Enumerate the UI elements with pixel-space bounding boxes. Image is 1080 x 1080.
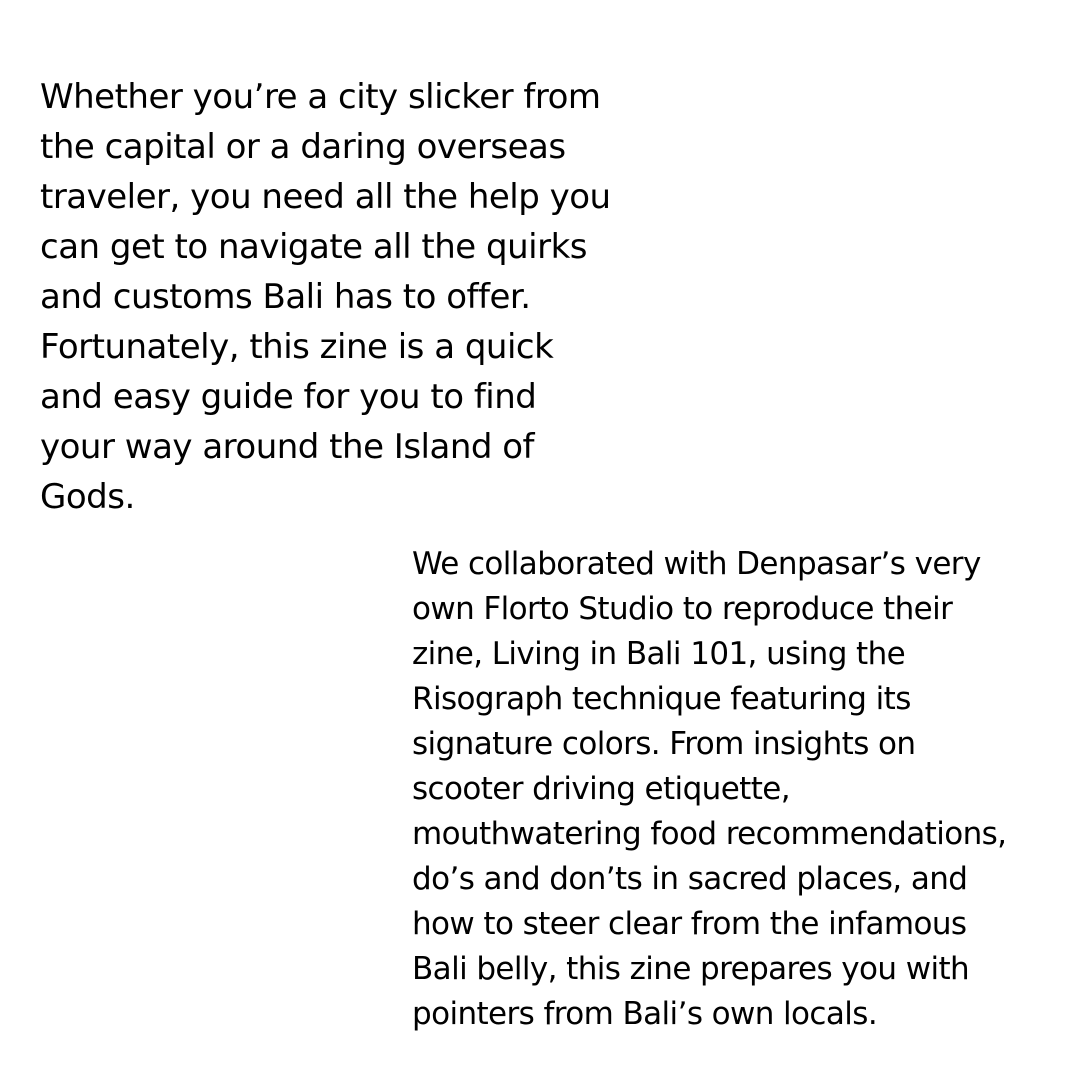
collab-line: pointers from Bali’s own locals. (412, 996, 878, 1032)
collab-line: do’s and don’ts in sacred places, and (412, 861, 968, 897)
collab-line: zine, Living in Bali 101, using the (412, 636, 906, 672)
collab-line: how to steer clear from the infamous (412, 906, 967, 942)
collaboration-paragraph (412, 542, 1006, 1037)
collab-line: scooter driving etiquette, (412, 771, 791, 807)
intro-line: Gods. (40, 477, 135, 517)
collab-line: Bali belly, this zine prepares you with (412, 951, 970, 987)
intro-paragraph (40, 72, 611, 522)
collab-line: signature colors. From insights on (412, 726, 916, 762)
intro-line: and easy guide for you to find (40, 377, 537, 417)
intro-line: your way around the Island of (40, 427, 535, 467)
collab-line: own Florto Studio to reproduce their (412, 591, 953, 627)
intro-line: the capital or a daring overseas (40, 127, 566, 167)
collab-line: mouthwatering food recommendations, (412, 816, 1007, 852)
intro-line: traveler, you need all the help you (40, 177, 611, 217)
collab-line: Risograph technique featuring its (412, 681, 911, 717)
intro-line: can get to navigate all the quirks (40, 227, 587, 267)
intro-line: and customs Bali has to offer. (40, 277, 531, 317)
collab-line: We collaborated with Denpasar’s very (412, 546, 981, 582)
intro-line: Fortunately, this zine is a quick (40, 327, 554, 367)
intro-line: Whether you’re a city slicker from (40, 77, 601, 117)
